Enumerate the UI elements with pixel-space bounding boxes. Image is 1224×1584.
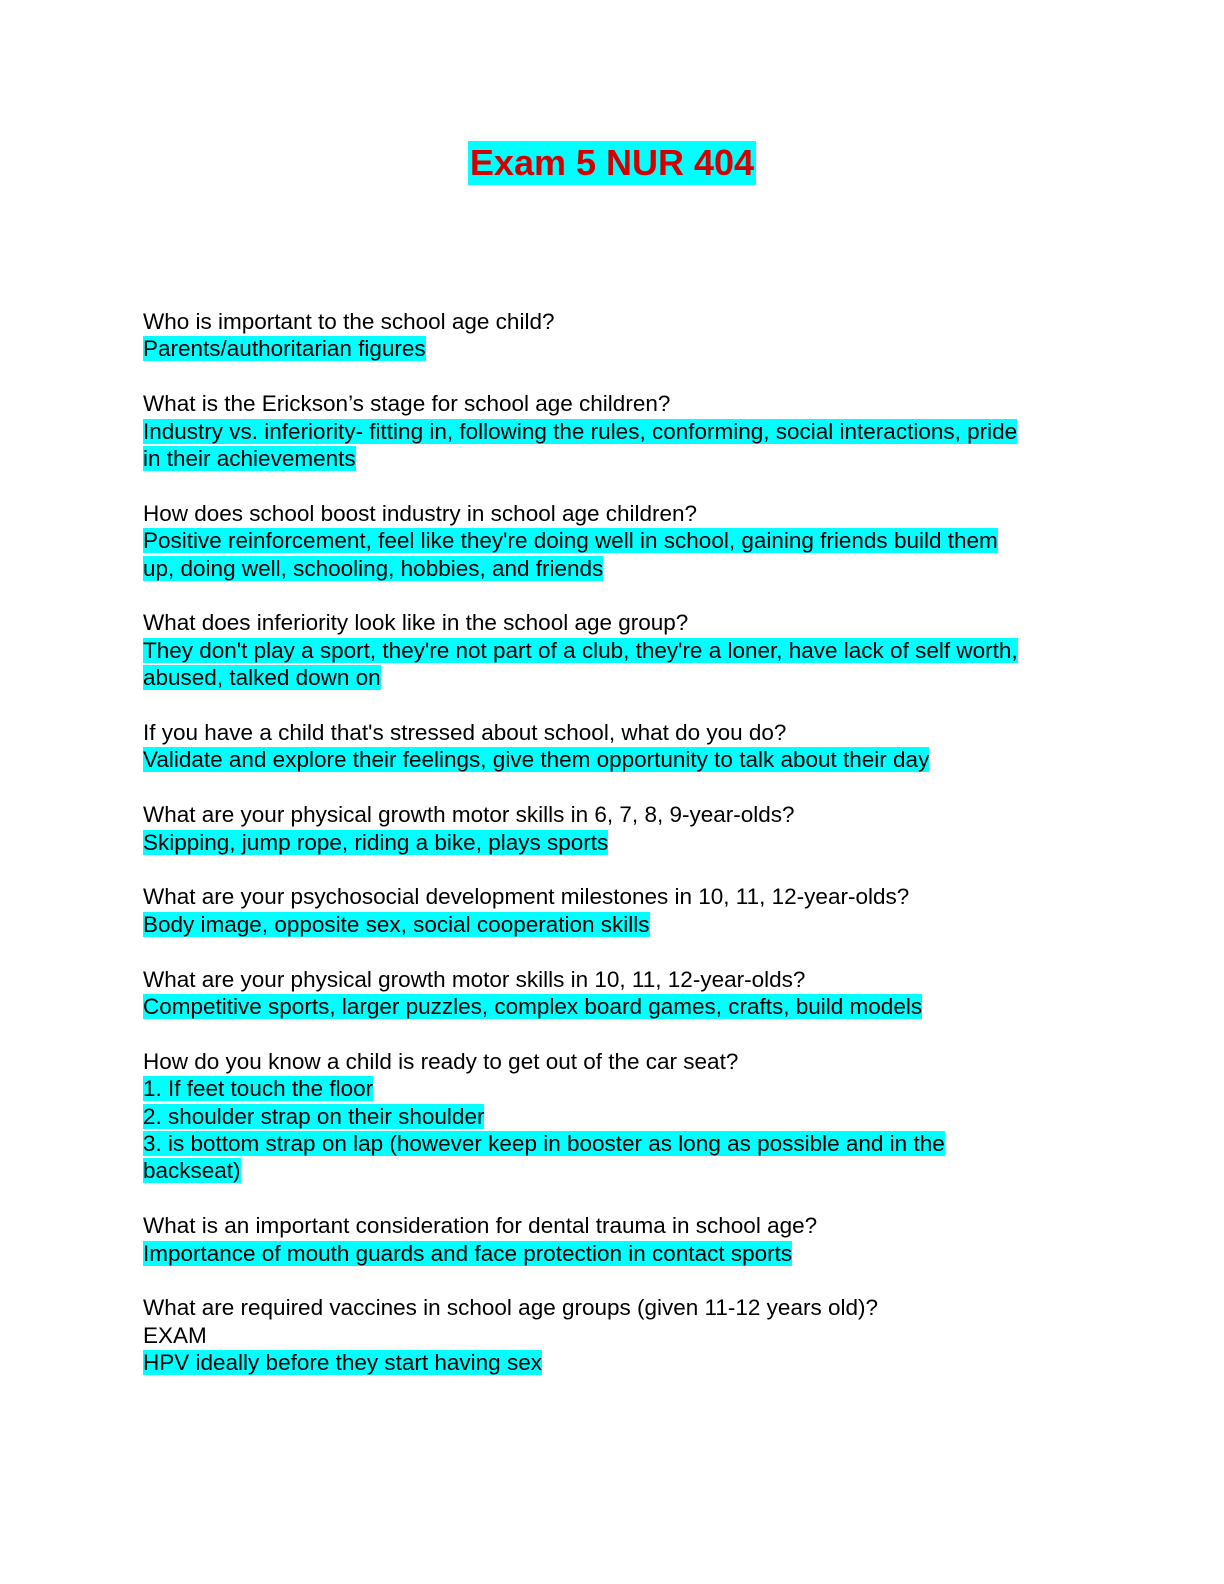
answer-line — [143, 637, 1083, 664]
qa-item — [143, 966, 1083, 1021]
qa-item — [143, 801, 1083, 856]
answer-text: 1. If feet touch the floor — [143, 1076, 374, 1102]
answer-line — [143, 746, 1083, 773]
answer-text: They don't play a sport, they're not part of a club, they're a loner, have lack of self worth, — [143, 637, 1018, 663]
question-text: What are your psychosocial development milestones in 10, 11, 12-year-olds? — [143, 884, 910, 910]
answer-text: Positive reinforcement, feel like they're doing well in school, gaining friends build them — [143, 528, 998, 554]
answer-line — [143, 1103, 1083, 1130]
qa-item — [143, 390, 1083, 472]
qa-item — [143, 308, 1083, 363]
question-text: EXAM — [143, 1322, 207, 1348]
question-text: What are your physical growth motor skills in 10, 11, 12-year-olds? — [143, 966, 806, 992]
question-text: What are your physical growth motor skills in 6, 7, 8, 9-year-olds? — [143, 802, 795, 828]
question-text: How does school boost industry in school age children? — [143, 500, 698, 526]
answer-line — [143, 829, 1083, 856]
answer-text: up, doing well, schooling, hobbies, and friends — [143, 555, 604, 581]
answer-line — [143, 1075, 1083, 1102]
answer-text: in their achievements — [143, 446, 356, 472]
qa-item — [143, 883, 1083, 938]
answer-text: Skipping, jump rope, riding a bike, plays sports — [143, 829, 609, 855]
question-text: What is the Erickson’s stage for school age children? — [143, 391, 671, 417]
answer-line — [143, 1157, 1083, 1184]
answer-line — [143, 1349, 1083, 1376]
question-text: What does inferiority look like in the school age group? — [143, 610, 689, 636]
answer-text: backseat) — [143, 1158, 241, 1184]
title-container — [0, 141, 1224, 185]
question-text: What are required vaccines in school age groups (given 11-12 years old)? — [143, 1295, 878, 1321]
answer-line — [143, 911, 1083, 938]
answer-line — [143, 664, 1083, 691]
answer-line — [143, 1240, 1083, 1267]
answer-text: Importance of mouth guards and face protection in contact sports — [143, 1240, 793, 1266]
qa-list — [143, 308, 1083, 1404]
question-text: How do you know a child is ready to get out of the car seat? — [143, 1048, 739, 1074]
answer-text: abused, talked down on — [143, 665, 381, 691]
page-title: Exam 5 NUR 404 — [469, 142, 755, 183]
qa-item — [143, 1048, 1083, 1185]
qa-item — [143, 1212, 1083, 1267]
answer-line — [143, 993, 1083, 1020]
answer-line — [143, 527, 1083, 554]
qa-item — [143, 719, 1083, 774]
answer-text: 3. is bottom strap on lap (however keep in booster as long as possible and in the — [143, 1131, 945, 1157]
question-text: What is an important consideration for dental trauma in school age? — [143, 1213, 818, 1239]
qa-item — [143, 1294, 1083, 1376]
answer-text: Parents/authoritarian figures — [143, 336, 426, 362]
answer-line — [143, 445, 1083, 472]
answer-line — [143, 335, 1083, 362]
answer-text: 2. shoulder strap on their shoulder — [143, 1103, 485, 1129]
answer-text: Body image, opposite sex, social cooperation skills — [143, 911, 650, 937]
answer-text: Competitive sports, larger puzzles, complex board games, crafts, build models — [143, 994, 923, 1020]
answer-line — [143, 555, 1083, 582]
qa-item — [143, 500, 1083, 582]
question-text: Who is important to the school age child? — [143, 309, 555, 334]
answer-line — [143, 418, 1083, 445]
answer-text: HPV ideally before they start having sex — [143, 1350, 542, 1376]
answer-line — [143, 1130, 1083, 1157]
answer-text: Validate and explore their feelings, give them opportunity to talk about their day — [143, 747, 930, 773]
question-text: If you have a child that's stressed about school, what do you do? — [143, 720, 787, 746]
qa-item — [143, 609, 1083, 691]
answer-text: Industry vs. inferiority- fitting in, following the rules, conforming, social interactions, pride — [143, 418, 1018, 444]
